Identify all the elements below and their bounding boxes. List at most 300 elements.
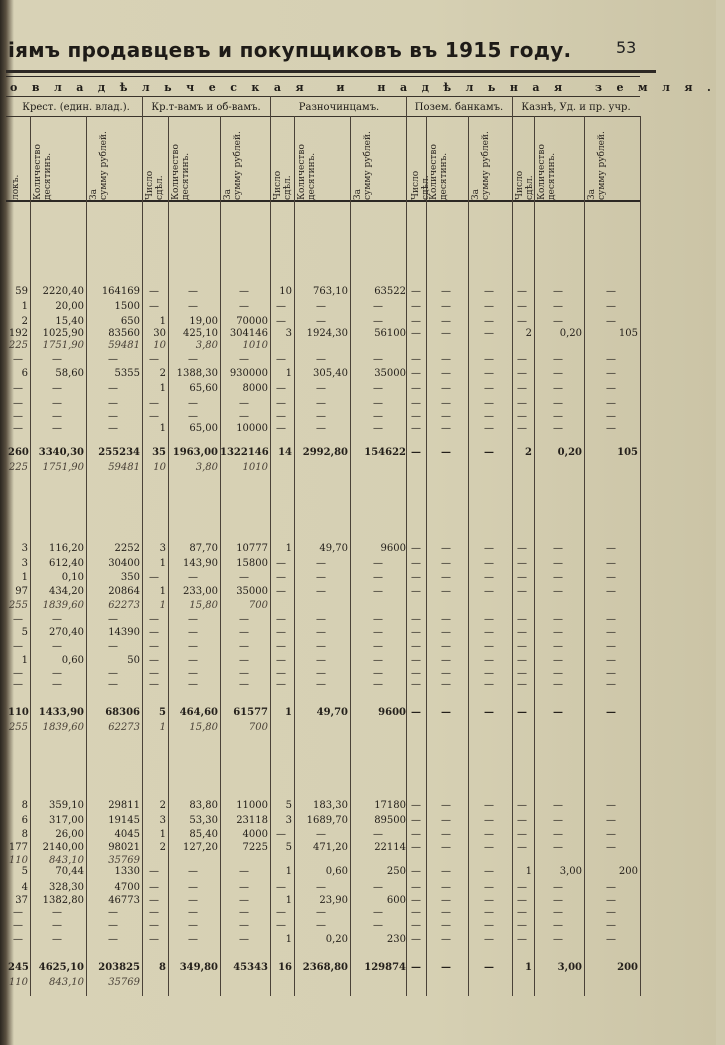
- table-cell: —: [606, 934, 616, 945]
- table-cell: 425,10: [183, 328, 218, 339]
- table-cell: 46773: [108, 895, 140, 906]
- table-cell: 1: [159, 586, 166, 597]
- table-cell: —: [553, 920, 563, 931]
- table-cell: 2: [21, 316, 28, 327]
- table-cell: 15,40: [55, 316, 84, 327]
- table-cell: 328,30: [49, 882, 84, 893]
- table-cell: 15,80: [189, 722, 218, 733]
- table-cell: 154622: [364, 447, 406, 458]
- table-cell: —: [441, 543, 451, 554]
- table-cell: —: [517, 842, 527, 853]
- table-cell: —: [188, 572, 198, 583]
- column-header: За сумму рублей.: [471, 131, 491, 200]
- table-cell: 4625,10: [38, 962, 84, 973]
- table-cell: —: [484, 641, 494, 652]
- table-cell: —: [553, 655, 563, 666]
- table-cell: 45343: [233, 962, 268, 973]
- table-cell: —: [484, 301, 494, 312]
- table-cell: 434,20: [49, 586, 84, 597]
- column-header: За сумму рублей.: [353, 131, 373, 200]
- table-cell: —: [188, 301, 198, 312]
- table-cell: —: [188, 907, 198, 918]
- table-cell: 1: [285, 866, 292, 877]
- table-cell: —: [149, 679, 159, 690]
- table-cell: 4000: [242, 829, 268, 840]
- table-cell: —: [553, 907, 563, 918]
- table-cell: 5: [21, 866, 28, 877]
- table-cell: —: [373, 586, 383, 597]
- table-rule: [6, 200, 640, 202]
- table-cell: —: [13, 354, 23, 365]
- table-cell: —: [484, 447, 494, 458]
- table-cell: —: [373, 423, 383, 434]
- table-cell: —: [606, 411, 616, 422]
- table-cell: 349,80: [179, 962, 218, 973]
- table-cell: 2220,40: [42, 286, 84, 297]
- table-cell: —: [606, 354, 616, 365]
- table-cell: —: [411, 962, 421, 973]
- table-cell: —: [441, 572, 451, 583]
- table-cell: 110: [8, 707, 29, 718]
- table-cell: 143,90: [183, 558, 218, 569]
- table-cell: —: [188, 411, 198, 422]
- table-cell: —: [316, 627, 326, 638]
- column-rule: [406, 96, 407, 996]
- table-cell: —: [606, 286, 616, 297]
- table-cell: 2: [159, 842, 166, 853]
- table-cell: 1: [285, 707, 292, 718]
- table-cell: —: [149, 572, 159, 583]
- table-cell: —: [188, 641, 198, 652]
- table-cell: —: [411, 383, 421, 394]
- table-cell: 1: [159, 722, 166, 733]
- table-cell: —: [553, 882, 563, 893]
- table-cell: 97: [15, 586, 28, 597]
- table-cell: —: [373, 920, 383, 931]
- table-cell: —: [411, 882, 421, 893]
- table-cell: —: [373, 398, 383, 409]
- table-cell: —: [441, 920, 451, 931]
- table-cell: 23,90: [319, 895, 348, 906]
- table-cell: —: [373, 558, 383, 569]
- table-cell: 2: [159, 368, 166, 379]
- table-cell: —: [517, 668, 527, 679]
- table-cell: 1388,30: [176, 368, 218, 379]
- table-cell: 98021: [108, 842, 140, 853]
- table-cell: —: [276, 627, 286, 638]
- section-banner: овладѣльческая и надѣльная земля.: [10, 81, 725, 94]
- table-cell: 10: [279, 286, 292, 297]
- table-cell: 1330: [114, 866, 140, 877]
- table-cell: 6: [21, 368, 28, 379]
- table-cell: —: [373, 301, 383, 312]
- table-cell: —: [316, 829, 326, 840]
- table-cell: —: [52, 614, 62, 625]
- table-cell: —: [484, 316, 494, 327]
- table-cell: —: [517, 368, 527, 379]
- table-cell: —: [373, 655, 383, 666]
- table-cell: 203825: [98, 962, 140, 973]
- table-cell: —: [411, 866, 421, 877]
- table-cell: —: [13, 934, 23, 945]
- table-cell: —: [484, 800, 494, 811]
- table-cell: —: [188, 398, 198, 409]
- table-cell: 1924,30: [306, 328, 348, 339]
- table-cell: 65,60: [189, 383, 218, 394]
- table-cell: —: [188, 679, 198, 690]
- table-cell: —: [52, 668, 62, 679]
- table-cell: —: [149, 655, 159, 666]
- table-cell: —: [373, 383, 383, 394]
- table-cell: 49,70: [316, 707, 348, 718]
- table-cell: 11000: [236, 800, 268, 811]
- table-cell: —: [606, 301, 616, 312]
- table-cell: —: [441, 679, 451, 690]
- table-cell: —: [517, 907, 527, 918]
- table-cell: —: [316, 614, 326, 625]
- table-cell: —: [484, 882, 494, 893]
- table-cell: —: [149, 907, 159, 918]
- table-cell: —: [52, 641, 62, 652]
- table-cell: —: [411, 815, 421, 826]
- table-cell: —: [606, 842, 616, 853]
- table-cell: 1: [159, 829, 166, 840]
- table-cell: 3,00: [559, 866, 582, 877]
- table-cell: —: [441, 354, 451, 365]
- table-cell: —: [239, 882, 249, 893]
- table-cell: —: [52, 920, 62, 931]
- table-cell: —: [411, 800, 421, 811]
- table-cell: —: [316, 383, 326, 394]
- table-cell: 3: [21, 558, 28, 569]
- table-cell: —: [316, 558, 326, 569]
- table-cell: —: [316, 679, 326, 690]
- table-cell: 10777: [236, 543, 268, 554]
- table-cell: —: [411, 316, 421, 327]
- table-cell: —: [606, 707, 616, 718]
- table-cell: —: [411, 398, 421, 409]
- column-header: Число сдѣл.: [145, 170, 165, 200]
- column-header: Количество десятинъ.: [429, 144, 449, 200]
- table-cell: 700: [248, 600, 268, 611]
- table-cell: —: [606, 829, 616, 840]
- table-cell: —: [149, 641, 159, 652]
- table-cell: —: [373, 614, 383, 625]
- table-cell: —: [108, 907, 118, 918]
- table-cell: —: [316, 882, 326, 893]
- table-cell: —: [553, 572, 563, 583]
- table-cell: —: [441, 316, 451, 327]
- table-cell: —: [239, 907, 249, 918]
- table-cell: —: [239, 398, 249, 409]
- table-cell: 89500: [374, 815, 406, 826]
- table-cell: —: [316, 316, 326, 327]
- table-cell: —: [441, 328, 451, 339]
- table-cell: 1: [159, 383, 166, 394]
- table-cell: —: [108, 920, 118, 931]
- table-cell: —: [411, 707, 421, 718]
- column-header: Количество десятинъ.: [297, 144, 317, 200]
- table-cell: 20,00: [55, 301, 84, 312]
- table-cell: 59481: [108, 462, 140, 473]
- table-cell: 4700: [114, 882, 140, 893]
- table-cell: 1433,90: [38, 707, 84, 718]
- header-rule-thin: [6, 76, 640, 77]
- table-cell: —: [553, 316, 563, 327]
- table-cell: —: [484, 920, 494, 931]
- table-cell: —: [411, 907, 421, 918]
- table-cell: —: [411, 572, 421, 583]
- table-cell: 15,80: [189, 600, 218, 611]
- column-header: За сумму рублей.: [223, 131, 243, 200]
- table-cell: —: [149, 668, 159, 679]
- table-cell: —: [441, 842, 451, 853]
- column-rule: [350, 116, 351, 996]
- table-cell: —: [149, 866, 159, 877]
- table-cell: —: [441, 558, 451, 569]
- table-cell: —: [606, 586, 616, 597]
- group-header-bank: Позем. банкамъ.: [414, 102, 504, 113]
- table-cell: 471,20: [313, 842, 348, 853]
- table-cell: 53,30: [189, 815, 218, 826]
- table-cell: —: [316, 398, 326, 409]
- table-cell: —: [373, 354, 383, 365]
- table-cell: —: [484, 328, 494, 339]
- table-cell: —: [239, 614, 249, 625]
- table-cell: —: [276, 882, 286, 893]
- table-cell: —: [239, 920, 249, 931]
- table-cell: 2: [525, 447, 532, 458]
- table-cell: 58,60: [55, 368, 84, 379]
- table-cell: 1: [21, 301, 28, 312]
- column-rule: [468, 116, 469, 996]
- table-cell: 17180: [374, 800, 406, 811]
- table-cell: 1382,80: [42, 895, 84, 906]
- table-cell: —: [411, 614, 421, 625]
- table-cell: 8000: [242, 383, 268, 394]
- table-cell: 63522: [374, 286, 406, 297]
- table-cell: —: [52, 354, 62, 365]
- table-cell: —: [276, 655, 286, 666]
- table-cell: —: [553, 398, 563, 409]
- table-cell: —: [553, 641, 563, 652]
- table-cell: —: [484, 572, 494, 583]
- table-cell: —: [13, 668, 23, 679]
- table-cell: 35: [152, 447, 166, 458]
- table-cell: —: [411, 558, 421, 569]
- table-cell: —: [13, 614, 23, 625]
- table-cell: —: [553, 815, 563, 826]
- table-cell: —: [484, 829, 494, 840]
- table-cell: —: [441, 286, 451, 297]
- table-cell: —: [606, 895, 616, 906]
- table-cell: 30: [153, 328, 166, 339]
- table-cell: 1025,90: [42, 328, 84, 339]
- table-cell: —: [373, 411, 383, 422]
- table-cell: —: [606, 398, 616, 409]
- table-cell: 1010: [242, 462, 268, 473]
- table-cell: 62273: [108, 600, 140, 611]
- table-cell: 5: [21, 627, 28, 638]
- table-cell: 3: [159, 815, 166, 826]
- group-header-krt: Кр.т-вамъ и об-вамъ.: [151, 102, 261, 113]
- table-cell: —: [52, 411, 62, 422]
- table-cell: —: [276, 586, 286, 597]
- table-cell: —: [373, 882, 383, 893]
- table-cell: —: [606, 558, 616, 569]
- table-cell: 260: [8, 447, 29, 458]
- table-cell: —: [441, 907, 451, 918]
- table-cell: 37: [15, 895, 28, 906]
- table-cell: 1: [21, 655, 28, 666]
- table-cell: 612,40: [49, 558, 84, 569]
- table-cell: 8: [159, 962, 166, 973]
- table-cell: 0,20: [559, 328, 582, 339]
- column-header: Число сдѣл.: [515, 170, 535, 200]
- table-cell: —: [411, 447, 421, 458]
- table-cell: 15800: [236, 558, 268, 569]
- table-cell: —: [316, 641, 326, 652]
- table-cell: —: [239, 301, 249, 312]
- table-cell: —: [517, 815, 527, 826]
- table-cell: —: [606, 316, 616, 327]
- table-cell: —: [606, 614, 616, 625]
- table-cell: 35769: [108, 977, 140, 988]
- table-cell: —: [149, 920, 159, 931]
- table-cell: —: [239, 934, 249, 945]
- table-cell: —: [484, 398, 494, 409]
- table-cell: 1: [525, 962, 532, 973]
- table-cell: 700: [248, 722, 268, 733]
- table-cell: 56100: [374, 328, 406, 339]
- table-cell: —: [188, 655, 198, 666]
- table-cell: 0,60: [61, 655, 84, 666]
- table-cell: —: [373, 316, 383, 327]
- table-cell: —: [441, 447, 451, 458]
- table-cell: —: [149, 882, 159, 893]
- table-cell: —: [108, 934, 118, 945]
- column-rule: [220, 116, 221, 996]
- group-header-razn: Разночинцамъ.: [298, 102, 380, 113]
- table-cell: 2252: [114, 543, 140, 554]
- table-cell: 1751,90: [42, 462, 84, 473]
- table-cell: —: [373, 679, 383, 690]
- table-cell: —: [411, 586, 421, 597]
- table-cell: —: [149, 614, 159, 625]
- table-cell: 1: [285, 934, 292, 945]
- table-cell: —: [149, 398, 159, 409]
- group-header-krest: Крест. (един. влад.).: [22, 102, 130, 113]
- table-cell: —: [484, 655, 494, 666]
- table-cell: 164169: [101, 286, 140, 297]
- table-cell: 70,44: [55, 866, 84, 877]
- column-rule: [640, 116, 641, 996]
- table-cell: —: [484, 543, 494, 554]
- table-cell: —: [517, 934, 527, 945]
- table-cell: —: [553, 668, 563, 679]
- table-cell: 1: [159, 316, 166, 327]
- table-cell: —: [13, 641, 23, 652]
- table-cell: —: [484, 558, 494, 569]
- table-cell: —: [276, 383, 286, 394]
- table-cell: —: [316, 572, 326, 583]
- table-cell: —: [517, 423, 527, 434]
- table-cell: 30400: [108, 558, 140, 569]
- table-cell: 1: [525, 866, 532, 877]
- table-cell: 0,60: [325, 866, 348, 877]
- table-cell: 3: [285, 328, 292, 339]
- table-cell: —: [373, 641, 383, 652]
- table-cell: —: [149, 411, 159, 422]
- table-cell: 350: [120, 572, 140, 583]
- table-cell: —: [606, 800, 616, 811]
- table-cell: 183,30: [313, 800, 348, 811]
- table-cell: 29811: [108, 800, 140, 811]
- table-cell: —: [553, 558, 563, 569]
- table-cell: —: [276, 411, 286, 422]
- table-cell: 87,70: [189, 543, 218, 554]
- table-cell: —: [606, 882, 616, 893]
- table-cell: 763,10: [313, 286, 348, 297]
- table-cell: —: [239, 895, 249, 906]
- table-cell: —: [517, 411, 527, 422]
- table-cell: 650: [120, 316, 140, 327]
- table-cell: 35769: [108, 855, 140, 866]
- table-cell: —: [484, 614, 494, 625]
- table-cell: 8: [21, 829, 28, 840]
- column-rule: [584, 116, 585, 996]
- page-number: 53: [616, 38, 637, 57]
- table-cell: —: [13, 398, 23, 409]
- table-cell: —: [188, 627, 198, 638]
- table-cell: —: [441, 668, 451, 679]
- table-cell: —: [606, 668, 616, 679]
- table-cell: 200: [617, 962, 638, 973]
- table-cell: —: [606, 543, 616, 554]
- table-cell: —: [441, 368, 451, 379]
- table-cell: —: [108, 354, 118, 365]
- table-cell: —: [52, 679, 62, 690]
- table-cell: —: [108, 679, 118, 690]
- table-cell: —: [441, 962, 451, 973]
- table-cell: —: [441, 301, 451, 312]
- table-cell: —: [149, 354, 159, 365]
- table-cell: —: [373, 829, 383, 840]
- table-cell: —: [239, 866, 249, 877]
- table-cell: 1689,70: [306, 815, 348, 826]
- table-cell: 16: [278, 962, 292, 973]
- table-cell: 1751,90: [42, 340, 84, 351]
- table-cell: —: [553, 354, 563, 365]
- table-cell: —: [441, 423, 451, 434]
- table-cell: —: [517, 558, 527, 569]
- table-cell: 127,20: [183, 842, 218, 853]
- table-cell: —: [239, 679, 249, 690]
- table-cell: —: [316, 411, 326, 422]
- table-cell: 70000: [236, 316, 268, 327]
- table-cell: 1: [285, 368, 292, 379]
- table-cell: 255: [8, 600, 28, 611]
- table-cell: 62273: [108, 722, 140, 733]
- table-cell: —: [441, 614, 451, 625]
- table-cell: 245: [8, 962, 29, 973]
- table-cell: 85,40: [189, 829, 218, 840]
- table-cell: —: [13, 383, 23, 394]
- table-cell: —: [517, 800, 527, 811]
- column-rule: [426, 116, 427, 996]
- table-cell: —: [52, 907, 62, 918]
- table-cell: 177: [8, 842, 28, 853]
